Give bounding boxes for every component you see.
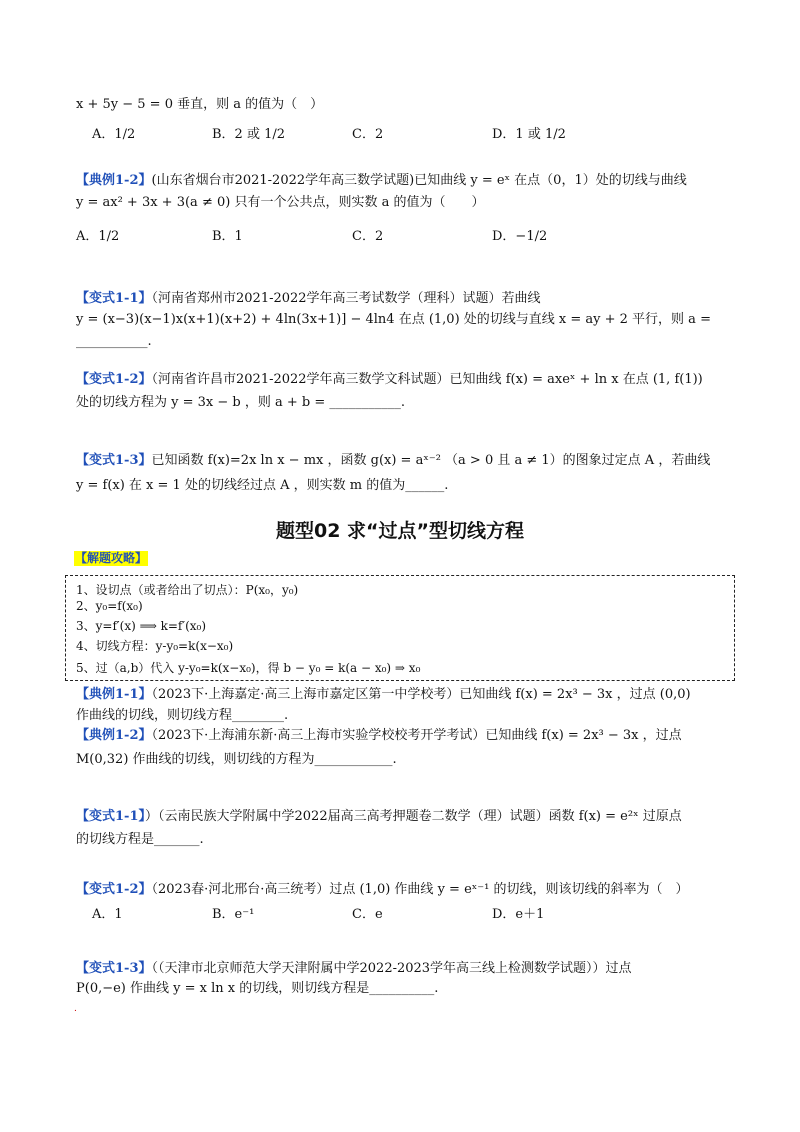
tag-label: 【典例1-1】 [76,687,152,702]
option-d: D．1 或 1/2 [492,127,566,142]
tag-label: 【变式1-2】 [76,882,152,897]
question-text: （河南省许昌市2021-2022学年高三数学文科试题）已知曲线 f(x) = axeˣ + ln x 在点 (1, f(1)) [151,372,703,387]
tag-label: 【变式1-1】 [76,291,152,306]
variant-1-2-second [76,881,688,899]
variant-1-1 [76,290,541,308]
question-continuation: x + 5y − 5 = 0 垂直，则 a 的值为（ ） [76,97,324,112]
strategy-label: 【解题攻略】 [75,551,148,565]
tag-label: 【变式1-3】 [76,453,152,468]
question-text: ）（云南民族大学附属中学2022届高三高考押题卷二数学（理）试题）函数 f(x) = e²ˣ 过原点 [145,809,682,824]
variant-1-2 [76,371,703,389]
question-text: （2023下·上海嘉定·高三上海市嘉定区第一中学校考）已知曲线 f(x) = 2x³ − 3x ，过点 (0,0) [151,687,691,702]
question-text: M(0,32) 作曲线的切线，则切线的方程为____________. [76,752,397,767]
answer-blank: ___________. [76,334,152,349]
footer-mark: . [74,1004,77,1014]
tag-label: 【典例1-2】 [76,728,152,743]
question-text: 处的切线方程为 y = 3x − b ，则 a + b = ___________. [76,395,405,410]
variant-1-1-second [76,808,682,826]
option-b: B．1 [212,229,243,244]
strategy-step: 2、y₀=f(x₀) [76,599,143,613]
option-d: D．e＋1 [492,907,545,922]
tag-label: 【变式1-3】 [76,961,152,976]
question-text: （河南省郑州市2021-2022学年高三考试数学（理科）试题）若曲线 [151,291,541,306]
option-a: A．1 [92,907,123,922]
question-text: 已知函数 f(x)=2x ln x − mx ，函数 g(x) = aˣ⁻² （a > 0 且 a ≠ 1）的图象过定点 A ，若曲线 [151,453,711,468]
variant-1-3 [76,452,710,470]
option-a: A．1/2 [76,229,120,244]
question-text: （2023下·上海浦东新·高三上海市实验学校校考开学考试）已知曲线 f(x) = 2x³ − 3x ，过点 [151,728,682,743]
strategy-step: 1、设切点（或者给出了切点）：P(x₀，y₀) [76,583,299,597]
option-c: C．2 [352,229,384,244]
option-b: B．2 或 1/2 [212,127,286,142]
strategy-step: 4、切线方程：y-y₀=k(x−x₀) [76,639,234,653]
example-1-2-second [76,727,682,745]
example-1-2 [76,172,687,190]
question-text: y = f(x) 在 x = 1 处的切线经过点 A ，则实数 m 的值为______. [76,478,449,493]
question-text: P(0,−e) 作曲线 y = x ln x 的切线，则切线方程是__________. [76,981,439,996]
question-text: 的切线方程是_______. [76,832,204,847]
option-c: C．e [352,907,383,922]
strategy-box [65,575,735,681]
option-d: D．−1/2 [492,229,548,244]
question-text: (山东省烟台市2021-2022学年高三数学试题)已知曲线 y = eˣ 在点（0，1）处的切线与曲线 [151,173,687,188]
tag-label: 【变式1-1】 [76,809,145,824]
question-text: （（天津市北京师范大学天津附属中学2022-2023学年高三线上检测数学试题））过点 [151,961,632,976]
question-text: （2023春·河北邢台·高三统考）过点 (1,0) 作曲线 y = eˣ⁻¹ 的切线，则该切线的斜率为（ ） [151,882,689,897]
option-b: B．e⁻¹ [212,907,255,922]
strategy-step: 5、过（a,b）代入 y-y₀=k(x−x₀)，得 b − y₀ = k(a − x₀) ⇒ x₀ [76,661,421,675]
option-a: A．1/2 [92,127,136,142]
example-1-1 [76,686,691,704]
question-text: y = ax² + 3x + 3(a ≠ 0) 只有一个公共点，则实数 a 的值为（ ） [76,195,485,210]
question-text: y = (x−3)(x−1)x(x+1)(x+2) + 4ln(3x+1)] − 4ln4 在点 (1,0) 处的切线与直线 x = ay + 2 平行，则 a = [76,312,711,327]
option-c: C．2 [352,127,384,142]
question-text: 作曲线的切线，则切线方程________. [76,708,289,723]
variant-1-3-second [76,960,632,978]
section-title: 题型02 求“过点”型切线方程 [275,520,525,542]
tag-label: 【变式1-2】 [76,372,152,387]
strategy-step: 3、y=f′(x) ⟹ k=f′(x₀) [76,619,207,633]
tag-label: 【典例1-2】 [76,173,152,188]
